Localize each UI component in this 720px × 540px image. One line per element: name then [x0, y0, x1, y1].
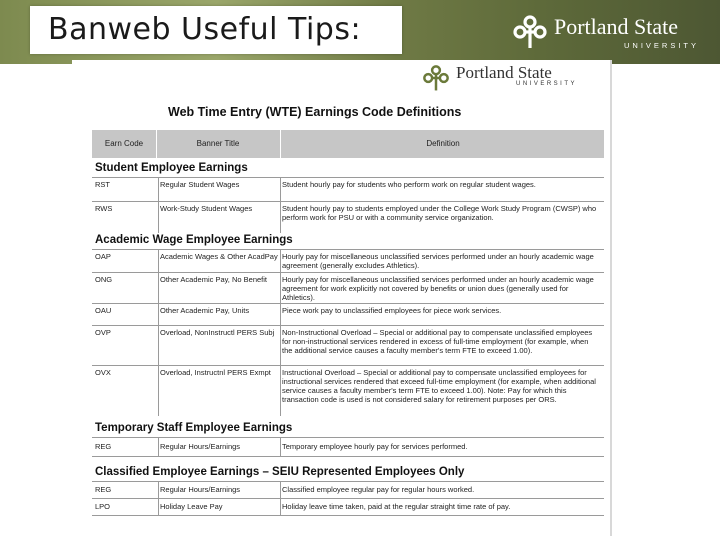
earn-code: REG [95, 442, 112, 451]
earn-code: ONG [95, 275, 113, 284]
psu-logo-name: Portland State [554, 14, 679, 39]
earn-code: OVP [95, 328, 111, 337]
row-divider [92, 249, 604, 250]
psu-tree-icon [512, 14, 548, 50]
banner-title: Holiday Leave Pay [160, 502, 223, 511]
row-divider [92, 325, 604, 326]
doc-logo-sub: UNIVERSITY [516, 81, 578, 87]
earn-code: RWS [95, 204, 113, 213]
row-divider [92, 177, 604, 178]
section-heading-classified: Classified Employee Earnings – SEIU Represented Employees Only [95, 466, 465, 478]
title-box [30, 6, 402, 54]
doc-logo-name: Portland State [456, 63, 552, 82]
earn-code: OAU [95, 306, 112, 315]
row-divider [92, 498, 604, 499]
definition: Non-Instructional Overload – Special or additional pay to compensate unclassified employees for non-instructional services rendered in excess of full-time employment (for example, when the additional service causes a faculty member's term FTE to exceed 1.00). [282, 328, 593, 355]
definition: Instructional Overload – Special or additional pay to compensate unclassified employees for instructional services rendered that exceed full-time employment (for example, when additional service causes a faculty member's term FTE to exceed 1.00). Note: Pay for which this transaction code is used is not considered salary for retirement purposes per ORS. [282, 368, 596, 404]
table-row [92, 275, 604, 303]
table-row [92, 306, 604, 326]
banner-title: Overload, NonInstructl PERS Subj [160, 328, 275, 337]
column-divider [158, 481, 159, 516]
document-page [72, 60, 612, 536]
page-edge [610, 60, 612, 536]
section-heading-temporary: Temporary Staff Employee Earnings [95, 422, 293, 434]
earn-code: LPO [95, 502, 111, 511]
header-banner [0, 0, 720, 64]
banner-title: Academic Wages & Other AcadPay [160, 252, 278, 261]
table-row [92, 252, 604, 274]
definition: Classified employee regular pay for regular hours worked. [282, 485, 475, 494]
definition: Holiday leave time taken, paid at the regular straight time rate of pay. [282, 502, 511, 511]
earn-code: OAP [95, 252, 111, 261]
column-divider [158, 249, 159, 416]
earn-code: REG [95, 485, 112, 494]
section-heading-academic: Academic Wage Employee Earnings [95, 234, 293, 246]
column-earn-code: Earn Code [104, 139, 144, 148]
column-divider [158, 177, 159, 233]
row-divider [92, 303, 604, 304]
row-divider [92, 437, 604, 438]
earn-code: RST [95, 180, 110, 189]
earn-code: OVX [95, 368, 111, 377]
definition: Temporary employee hourly pay for services performed. [282, 442, 468, 451]
table-row [92, 328, 604, 364]
banner-title: Overload, Instructnl PERS Exmpt [160, 368, 271, 377]
banner-title: Regular Hours/Earnings [160, 485, 241, 494]
banner-title: Regular Student Wages [160, 180, 240, 189]
psu-logo-sub: UNIVERSITY [624, 41, 700, 50]
column-divider [280, 481, 281, 516]
definition: Hourly pay for miscellaneous unclassified services performed under an hourly academic wage agreement for work explicitly not covered by benefits or union dues (generally used for Athletics). [282, 275, 594, 302]
banner-title: Work-Study Student Wages [160, 204, 253, 213]
row-divider [92, 456, 604, 457]
column-divider [280, 177, 281, 233]
row-divider [92, 201, 604, 202]
banner-title: Other Academic Pay, Units [160, 306, 250, 315]
column-banner-title: Banner Title [196, 139, 240, 148]
definition: Hourly pay for miscellaneous unclassified services performed under an hourly academic wage agreement (generally excludes Athletics). [282, 252, 594, 270]
row-divider [92, 481, 604, 482]
slide-title: Banweb Useful Tips: [48, 12, 362, 47]
definition: Piece work pay to unclassified employees for piece work services. [282, 306, 502, 315]
table-row [92, 204, 604, 232]
row-divider [92, 515, 604, 516]
psu-logo [512, 14, 712, 54]
table-row [92, 368, 604, 414]
header-divider [156, 130, 157, 158]
doc-psu-logo [422, 64, 612, 94]
document-title: Web Time Entry (WTE) Earnings Code Definitions [168, 105, 462, 119]
header-divider [280, 130, 281, 158]
definition: Student hourly pay for students who perform work on regular student wages. [282, 180, 536, 189]
row-divider [92, 272, 604, 273]
section-heading-student: Student Employee Earnings [95, 162, 248, 174]
column-definition: Definition [426, 139, 460, 148]
column-divider [158, 437, 159, 457]
row-divider [92, 365, 604, 366]
banner-title: Other Academic Pay, No Benefit [160, 275, 267, 284]
column-divider [280, 249, 281, 416]
banner-title: Regular Hours/Earnings [160, 442, 241, 451]
table-header [92, 130, 604, 158]
doc-psu-tree-icon [422, 64, 450, 92]
definition: Student hourly pay to students employed under the College Work Study Program (CWSP) who perform work for PSU or with a community service organization. [282, 204, 597, 222]
column-divider [280, 437, 281, 457]
